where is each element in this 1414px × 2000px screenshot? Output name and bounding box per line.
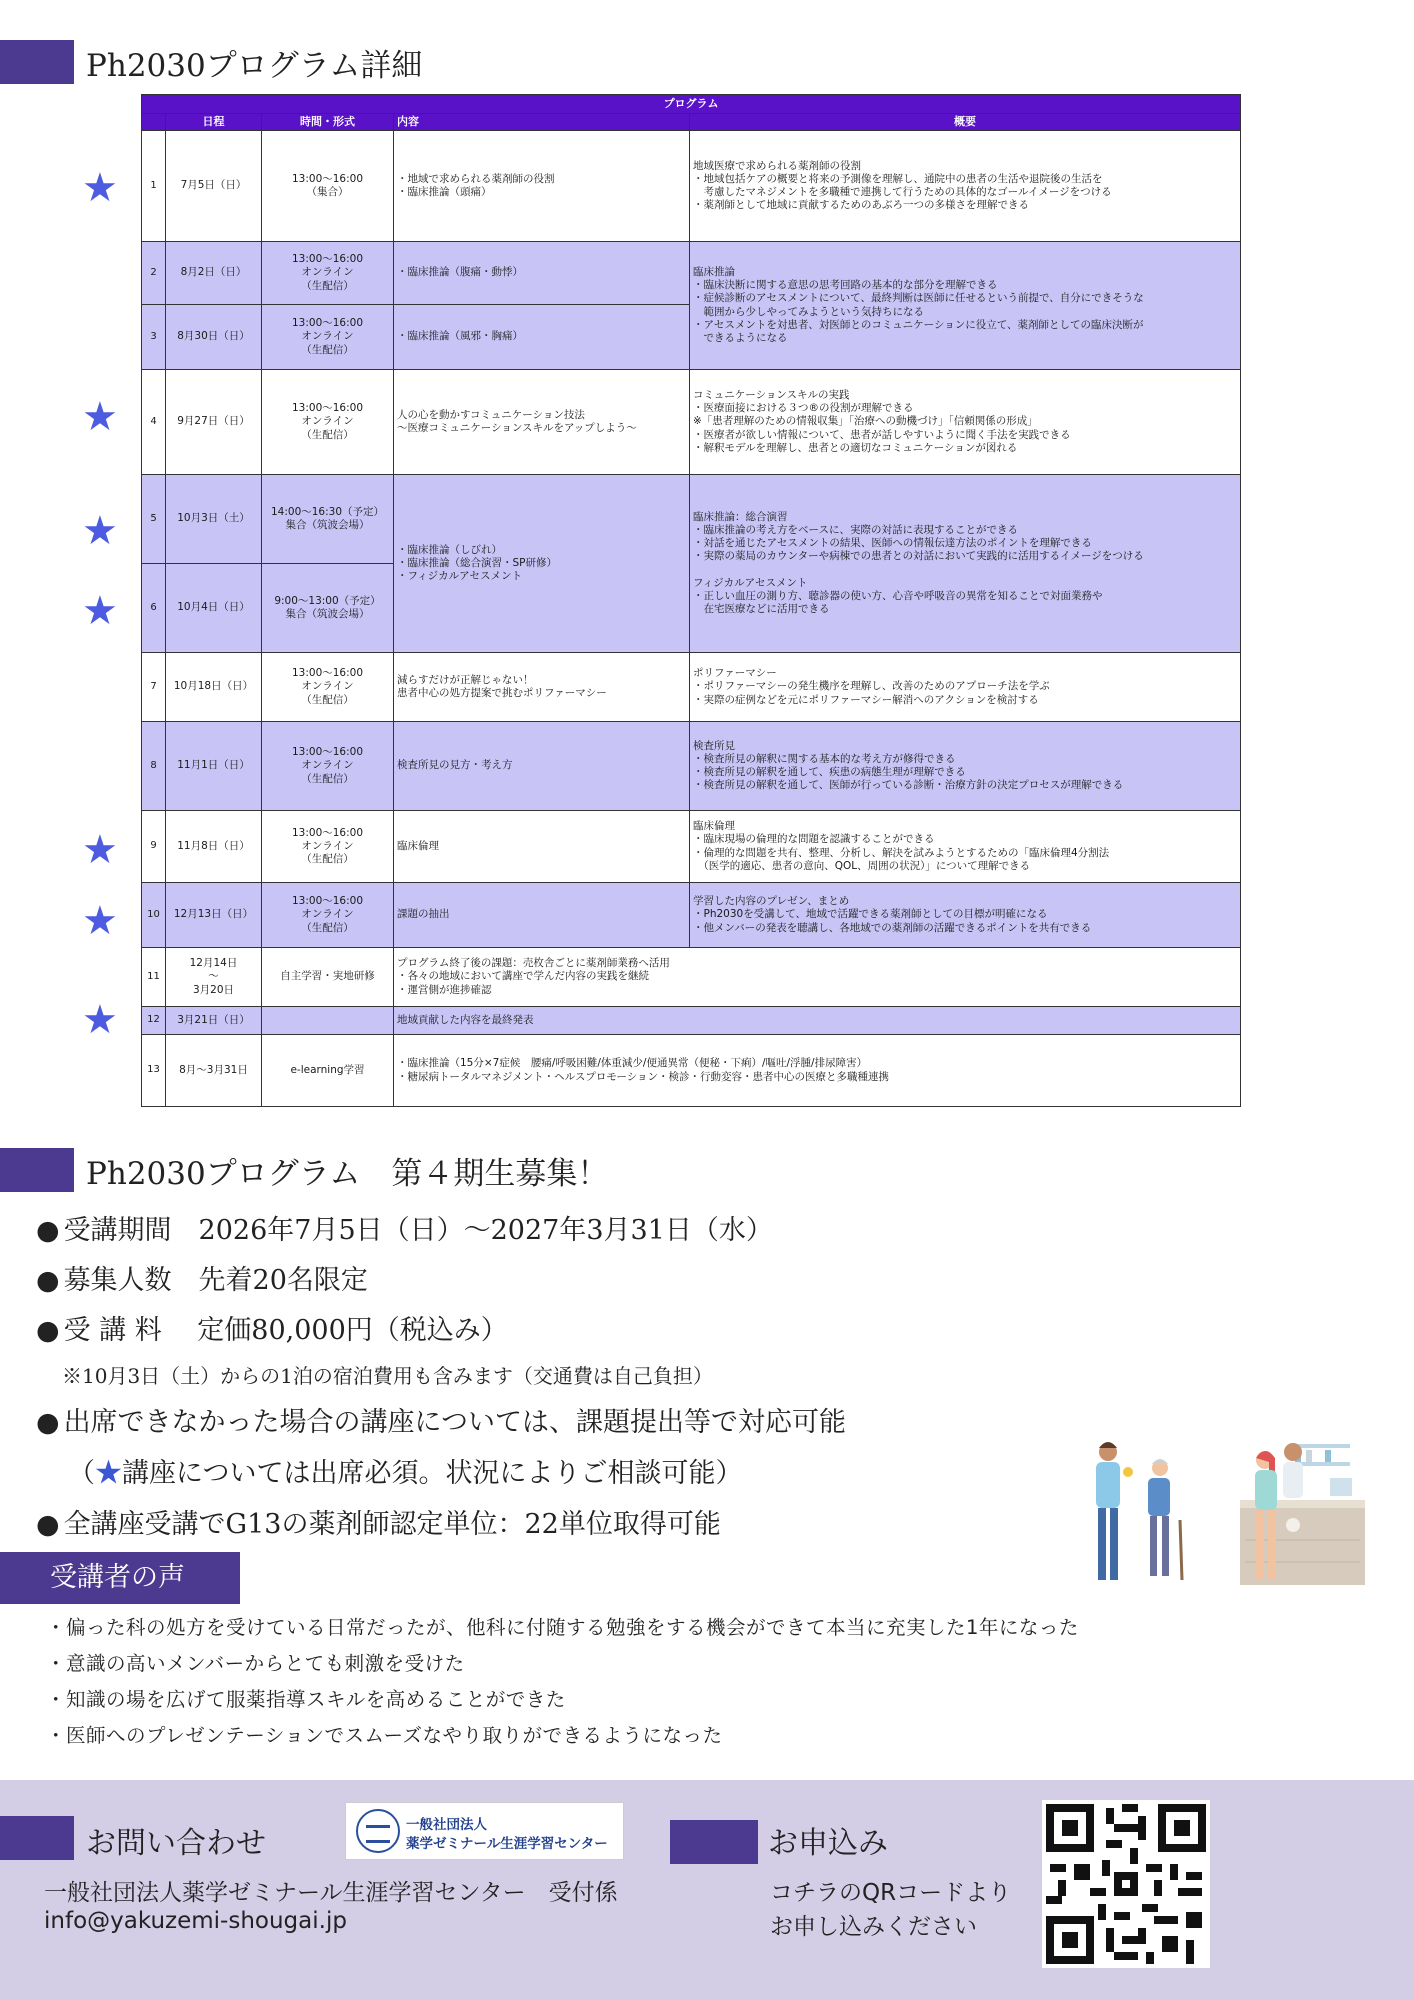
note-rest: 講座については出席必須。状況によりご相談可能）	[122, 1458, 743, 1489]
required-star-icon: ★	[82, 165, 118, 211]
row-time: 13:00〜16:00 オンライン （生配信）	[262, 811, 394, 883]
row-date: 9月27日（日）	[166, 370, 262, 475]
contact-org: 一般社団法人薬学ゼミナール生涯学習センター 受付係	[44, 1880, 618, 1906]
row-overview: 学習した内容のプレゼン、まとめ ・Ph2030を受講して、地域で活躍できる薬剤師としての目標が明確になる ・他メンバーの発表を聴講し、各地域での薬剤師の活躍できるポイントを共有できる	[690, 883, 1241, 948]
row-time: 13:00〜16:00 （集合）	[262, 131, 394, 242]
table-group-header-row	[142, 95, 1241, 114]
apply-bar	[670, 1820, 758, 1864]
row-date: 3月21日（日）	[166, 1007, 262, 1035]
star-icon: ★	[95, 1458, 122, 1489]
info-credits	[36, 1502, 721, 1541]
apply-line1: コチラのQRコードより	[770, 1880, 1012, 1906]
info-absence	[36, 1400, 846, 1439]
info-fee-text: 受 講 料 定価80,000円（税込み）	[63, 1315, 508, 1346]
row-content: 検査所見の見方・考え方	[394, 722, 690, 811]
row-content: 減らすだけが正解じゃない！ 患者中心の処方提案で挑むポリファーマシー	[394, 653, 690, 722]
bullet-icon: ●	[36, 1509, 60, 1540]
row-content: ・臨床推論（風邪・胸痛）	[394, 305, 690, 370]
row-date: 10月18日（日）	[166, 653, 262, 722]
info-fee	[36, 1308, 508, 1347]
row-time: 14:00〜16:30（予定） 集合（筑波会場）	[262, 475, 394, 564]
row-overview: 臨床推論：総合演習 ・臨床推論の考え方をベースに、実際の対話に表現することができる ・対話を通じたアセスメントの結果、医師への情報伝達方法のポイントを理解できる ・実際の薬局のカウンターや病棟での患者との対話において実践的に活用するイメージをつける フィジカルアセスメント ・正しい血圧の測り方、聴診器の使い方、心音や呼吸音の異常を知ることで対面業務や 在宅医療などに活用できる	[690, 475, 1241, 653]
row-content: 臨床倫理	[394, 811, 690, 883]
row-date: 12月13日（日）	[166, 883, 262, 948]
row-overview: 地域医療で求められる薬剤師の役割 ・地域包括ケアの概要と将来の予測像を理解し、通院中の患者の生活や退院後の生活を 考慮したマネジメントを多職種で連携して行うための具体的なゴールイメージをつける ・薬剤師として地域に貢献するためのあぶろ一つの多様さを理解できる	[690, 131, 1241, 242]
info-fee-note: ※10月3日（土）からの1泊の宿泊費用も含みます（交通費は自己負担）	[62, 1364, 713, 1388]
voices-heading: 受講者の声	[0, 1552, 240, 1604]
row-content: ・臨床推論（腹痛・動悸）	[394, 242, 690, 305]
row-time: 13:00〜16:00 オンライン （生配信）	[262, 305, 394, 370]
row-date: 10月4日（日）	[166, 564, 262, 653]
row-content: ・地域で求められる薬剤師の役割 ・臨床推論（頭痛）	[394, 131, 690, 242]
header-no	[142, 114, 166, 131]
recruit-section-bar	[0, 1148, 74, 1192]
org-logo	[345, 1802, 624, 1860]
row-no: 2	[142, 242, 166, 305]
row-no: 13	[142, 1035, 166, 1107]
row-overview: 検査所見 ・検査所見の解釈に関する基本的な考え方が修得できる ・検査所見の解釈を通して、疾患の病態生理が理解できる ・検査所見の解釈を通して、医師が行っている診断・治療方針の決定プロセスが理解できる	[690, 722, 1241, 811]
row-time: 13:00〜16:00 オンライン （生配信）	[262, 722, 394, 811]
contact-bar	[0, 1816, 74, 1860]
voice-item: ・知識の場を広げて服薬指導スキルを高めることができた	[46, 1688, 566, 1711]
required-star-icon: ★	[82, 898, 118, 944]
footer	[0, 1780, 1414, 2000]
row-no: 1	[142, 131, 166, 242]
row-no: 3	[142, 305, 166, 370]
row-content: プログラム終了後の課題：売枚舎ごとに薬剤師業務へ活用 ・各々の地域において講座で学んだ内容の実践を継続 ・運営側が進捗確認	[394, 948, 1241, 1007]
apply-title: お申込み	[768, 1826, 888, 1861]
header-overview: 概要	[690, 114, 1241, 131]
info-absence-text: 出席できなかった場合の講座については、課題提出等で対応可能	[63, 1407, 847, 1438]
program-table	[141, 94, 1241, 1107]
row-content: 人の心を動かすコミュニケーション技法 〜医療コミュニケーションスキルをアップしよう〜	[394, 370, 690, 475]
info-capacity-text: 募集人数 先着20名限定	[63, 1265, 368, 1296]
program-section-title: Ph2030プログラム詳細	[86, 48, 423, 84]
required-star-icon: ★	[82, 827, 118, 873]
table-row	[142, 475, 1241, 564]
row-date: 11月1日（日）	[166, 722, 262, 811]
table-row	[142, 811, 1241, 883]
table-header-row	[142, 114, 1241, 131]
table-row	[142, 131, 1241, 242]
header-time: 時間・形式	[262, 114, 394, 131]
voice-item: ・意識の高いメンバーからとても刺激を受けた	[46, 1652, 465, 1675]
table-row	[142, 883, 1241, 948]
table-row	[142, 722, 1241, 811]
table-group-header: プログラム	[142, 95, 1241, 114]
org-logo-line2: 薬学ゼミナール生涯学習センター	[406, 1836, 608, 1852]
note-open: （	[68, 1458, 95, 1489]
org-seal-icon	[356, 1809, 400, 1853]
row-time: 13:00〜16:00 オンライン （生配信）	[262, 883, 394, 948]
bullet-icon: ●	[36, 1215, 60, 1246]
row-time: e-learning学習	[262, 1035, 394, 1107]
pharmacy-counter-illustration	[1080, 1440, 1370, 1590]
row-overview: 臨床推論 ・臨床決断に関する意思の思考回路の基本的な部分を理解できる ・症候診断のアセスメントについて、最終判断は医師に任せるという前提で、自分にできそうな 範囲から少しやってみようという気持ちになる ・アセスメントを対患者、対医師とのコミュニケーションに役立て、薬剤師としての臨床決断が できるようになる	[690, 242, 1241, 370]
info-period-text: 受講期間 2026年7月5日（日）〜2027年3月31日（水）	[63, 1215, 773, 1246]
bullet-icon: ●	[36, 1315, 60, 1346]
row-date: 12月14日 〜 3月20日	[166, 948, 262, 1007]
row-date: 10月3日（土）	[166, 475, 262, 564]
row-time: 9:00〜13:00（予定） 集合（筑波会場）	[262, 564, 394, 653]
table-row	[142, 1007, 1241, 1035]
info-credits-text: 全講座受講でG13の薬剤師認定単位：22単位取得可能	[63, 1509, 721, 1540]
info-capacity	[36, 1258, 368, 1297]
row-content: 課題の抽出	[394, 883, 690, 948]
row-time: 13:00〜16:00 オンライン （生配信）	[262, 370, 394, 475]
row-no: 11	[142, 948, 166, 1007]
voice-item: ・医師へのプレゼンテーションでスムーズなやり取りができるようになった	[46, 1724, 723, 1747]
table-row	[142, 370, 1241, 475]
apply-line2: お申し込みください	[770, 1914, 977, 1940]
row-no: 9	[142, 811, 166, 883]
recruit-section-title: Ph2030プログラム 第４期生募集！	[86, 1156, 609, 1192]
row-time: 13:00〜16:00 オンライン （生配信）	[262, 242, 394, 305]
row-overview: コミュニケーションスキルの実践 ・医療面接における３つ®の役割が理解できる ※「患者理解のための情報収集」「治療への動機づけ」「信頼関係の形成」 ・医療者が欲しい情報について、患者が話しやすいように聞く手法を実践できる ・解釈モデルを理解し、患者との適切なコミュニケーションが図れる	[690, 370, 1241, 475]
info-period	[36, 1208, 773, 1247]
table-row	[142, 1035, 1241, 1107]
header-content: 内容	[394, 114, 690, 131]
row-date: 7月5日（日）	[166, 131, 262, 242]
row-content: ・臨床推論（15分×7症候 腰痛/呼吸困難/体重減少/便通異常（便秘・下痢）/嘔吐/浮腫/排尿障害） ・糖尿病トータルマネジメント・ヘルスプロモーション・検診・行動変容・患者中心の医療と多職種連携	[394, 1035, 1241, 1107]
info-absence-note	[68, 1451, 742, 1490]
row-no: 6	[142, 564, 166, 653]
row-no: 5	[142, 475, 166, 564]
row-date: 11月8日（日）	[166, 811, 262, 883]
row-content: ・臨床推論（しびれ） ・臨床推論（総合演習・SP研修） ・フィジカルアセスメント	[394, 475, 690, 653]
row-date: 8月2日（日）	[166, 242, 262, 305]
required-star-icon: ★	[82, 394, 118, 440]
bullet-icon: ●	[36, 1407, 60, 1438]
row-time: 自主学習・実地研修	[262, 948, 394, 1007]
row-overview: 臨床倫理 ・臨床現場の倫理的な問題を認識することができる ・倫理的な問題を共有、整理、分析し、解決を試みようとするための「臨床倫理4分割法 （医学的適応、患者の意向、QOL、周囲の状況）」について理解できる	[690, 811, 1241, 883]
row-no: 4	[142, 370, 166, 475]
required-star-icon: ★	[82, 588, 118, 634]
contact-title: お問い合わせ	[86, 1826, 266, 1861]
required-star-icon: ★	[82, 997, 118, 1043]
qr-code[interactable]	[1042, 1800, 1210, 1968]
row-time: 13:00〜16:00 オンライン （生配信）	[262, 653, 394, 722]
bullet-icon: ●	[36, 1265, 60, 1296]
header-date: 日程	[166, 114, 262, 131]
table-row	[142, 948, 1241, 1007]
table-row	[142, 653, 1241, 722]
org-logo-line1: 一般社団法人	[406, 1817, 487, 1833]
required-star-icon: ★	[82, 508, 118, 554]
row-date: 8月〜3月31日	[166, 1035, 262, 1107]
voice-item: ・偏った科の処方を受けている日常だったが、他科に付随する勉強をする機会ができて本当に充実した1年になった	[46, 1616, 1079, 1639]
row-time	[262, 1007, 394, 1035]
row-no: 12	[142, 1007, 166, 1035]
contact-email[interactable]: info@yakuzemi-shougai.jp	[44, 1908, 347, 1934]
row-overview: ポリファーマシー ・ポリファーマシーの発生機序を理解し、改善のためのアプローチ法を学ぶ ・実際の症例などを元にポリファーマシー解消へのアクションを検討する	[690, 653, 1241, 722]
program-section-bar	[0, 40, 74, 84]
row-date: 8月30日（日）	[166, 305, 262, 370]
row-no: 8	[142, 722, 166, 811]
row-content: 地域貢献した内容を最終発表	[394, 1007, 1241, 1035]
row-no: 7	[142, 653, 166, 722]
row-no: 10	[142, 883, 166, 948]
table-row	[142, 242, 1241, 305]
